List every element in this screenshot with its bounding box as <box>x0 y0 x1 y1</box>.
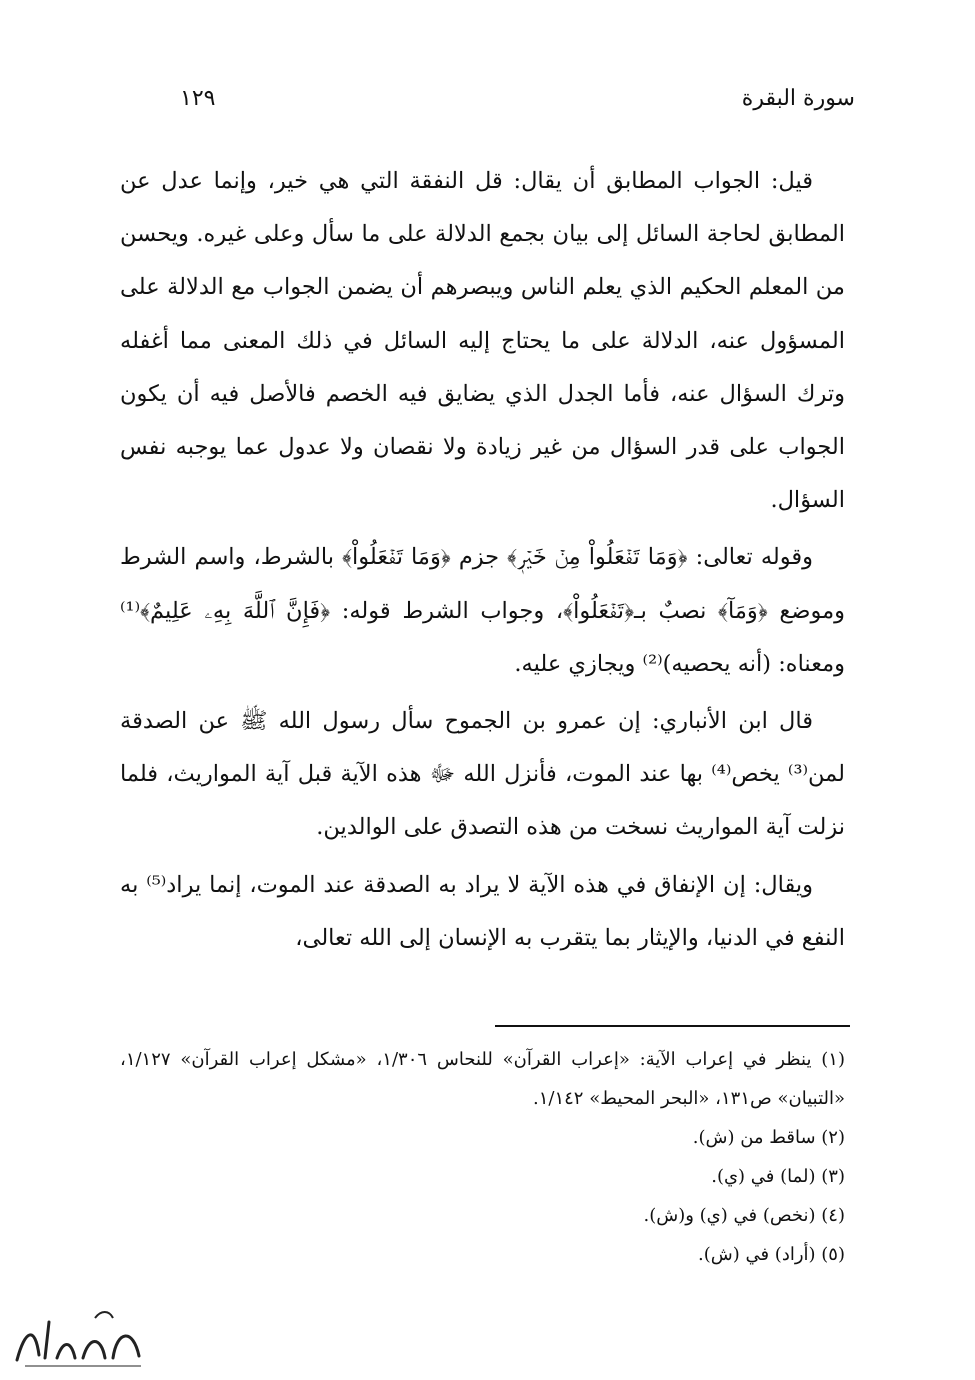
paragraph: ويقال: إن الإنفاق في هذه الآية لا يراد به الصدقة عند الموت، إنما يراد⁽⁵⁾ به النفع في الدنيا، والإيثار بما يتقرب به الإنسان إلى الله تعالى، <box>120 871 845 951</box>
footnote-separator <box>495 1025 850 1027</box>
surah-title: سورة البقرة <box>741 86 855 111</box>
main-text <box>120 155 845 965</box>
page-number: ١٢٩ <box>180 86 216 111</box>
footnote: (١) ينظر في إعراب الآية: «إعراب القرآن» للنحاس ١/٣٠٦، «مشكل إعراب القرآن» ١/١٢٧، «التبيان» ص١٣١، «البحر المحيط» ١/١٤٢. <box>120 1049 845 1109</box>
paragraph: وقوله تعالى: ﴿وَمَا تَفۡعَلُواْ مِنۡ خَيۡرٖ﴾ جزم ﴿وَمَا تَفۡعَلُواْ﴾ بالشرط، واسم الشرط وموضع ﴿وَمَآ﴾ نصبٌ بـ﴿تَفۡعَلُواْ﴾، وجواب الشرط قوله: ﴿فَإِنَّ ٱللَّهَ بِهِۦ عَلِيمٌ﴾⁽¹⁾ ومعناه: (أنه يحصيه)⁽²⁾ ويجازي عليه. <box>120 544 845 677</box>
page-header <box>120 86 855 126</box>
footnote: (٣) (لما) في (ي). <box>711 1166 845 1187</box>
footnote: (٥) (أراد) في (ش). <box>698 1244 845 1265</box>
footnotes <box>120 1040 845 1274</box>
calligraphy-logo-icon <box>5 1300 155 1375</box>
publisher-logo <box>5 1300 155 1375</box>
footnote: (٤) (نخص) في (ي) و(ش). <box>643 1205 845 1226</box>
paragraph: قال ابن الأنباري: إن عمرو بن الجموح سأل رسول الله ﷺ عن الصدقة لمن⁽³⁾ يخص⁽⁴⁾ بها عند الموت، فأنزل الله ﷻ هذه الآية قبل آية المواريث، فلما نزلت آية المواريث نسخت من هذه التصدق على الوالدين. <box>120 708 845 841</box>
footnote: (٢) ساقط من (ش). <box>692 1127 845 1148</box>
paragraph: قيل: الجواب المطابق أن يقال: قل النفقة التي هي خير، وإنما عدل عن المطابق لحاجة السائل إلى بيان بجمع الدلالة على ما سأل وعلى غيره. ويحسن من المعلم الحكيم الذي يعلم الناس ويبصرهم أن يضمن الجواب مع الدلالة على المسؤول عنه، الدلالة على ما يحتاج إليه السائل في ذلك المعنى مما أغفله وترك السؤال عنه، فأما الجدل الذي يضايق فيه الخصم فالأصل فيه أن يكون الجواب على قدر السؤال من غير زيادة ولا نقصان ولا عدول عما يوجبه نفس السؤال. <box>120 168 845 514</box>
